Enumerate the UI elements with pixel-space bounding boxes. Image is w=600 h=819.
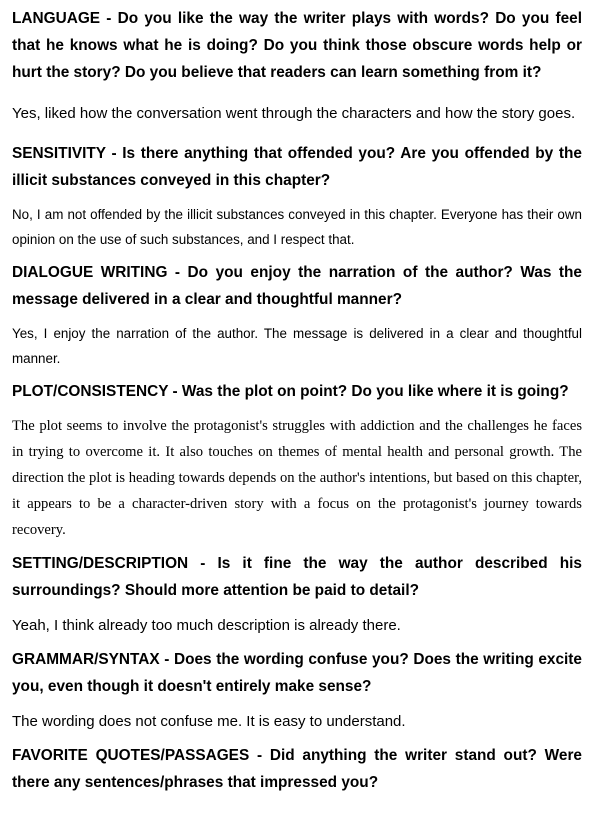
question-sensitivity: SENSITIVITY - Is there anything that offended you? Are you offended by the illicit substances conveyed in this chapter? [12, 145, 582, 189]
question-dialogue-writing: DIALOGUE WRITING - Do you enjoy the narration of the author? Was the message delivered in a clear and thoughtful manner? [12, 264, 582, 308]
section-language [12, 5, 582, 127]
section-favorite-quotes [12, 742, 582, 796]
section-dialogue-writing [12, 259, 582, 371]
section-setting-description [12, 550, 582, 639]
answer-language: Yes, liked how the conversation went through the characters and how the story goes. [12, 105, 576, 122]
question-favorite-quotes: FAVORITE QUOTES/PASSAGES - Did anything the writer stand out? Were there any sentences/phrases that impressed you? [12, 747, 582, 791]
question-grammar-syntax: GRAMMAR/SYNTAX - Does the wording confuse you? Does the writing excite you, even though it doesn't entirely make sense? [12, 651, 582, 695]
answer-dialogue-writing: Yes, I enjoy the narration of the author. The message is delivered in a clear and thoughtful manner. [12, 326, 582, 366]
answer-sensitivity: No, I am not offended by the illicit substances conveyed in this chapter. Everyone has their own opinion on the use of such substances, and I respect that. [12, 207, 582, 247]
review-document [12, 5, 582, 796]
section-sensitivity [12, 140, 582, 252]
question-setting-description: SETTING/DESCRIPTION - Is it fine the way the author described his surroundings? Should more attention be paid to detail? [12, 555, 582, 599]
section-grammar-syntax [12, 646, 582, 735]
question-language: LANGUAGE - Do you like the way the writer plays with words? Do you feel that he knows what he is doing? Do you think those obscure words help or hurt the story? Do you believe that readers can learn something from it? [12, 10, 582, 81]
answer-setting-description: Yeah, I think already too much description is already there. [12, 617, 401, 634]
answer-grammar-syntax: The wording does not confuse me. It is easy to understand. [12, 713, 406, 730]
answer-plot-consistency: The plot seems to involve the protagonist's struggles with addiction and the challenges he faces in trying to overcome it. It also touches on themes of mental health and personal growth. The direction the plot is heading towards depends on the author's intentions, but based on this chapter, it appears to be a character-driven story with a focus on the protagonist's journey towards recovery. [12, 418, 582, 538]
section-plot-consistency [12, 378, 582, 543]
question-plot-consistency: PLOT/CONSISTENCY - Was the plot on point? Do you like where it is going? [12, 383, 569, 400]
